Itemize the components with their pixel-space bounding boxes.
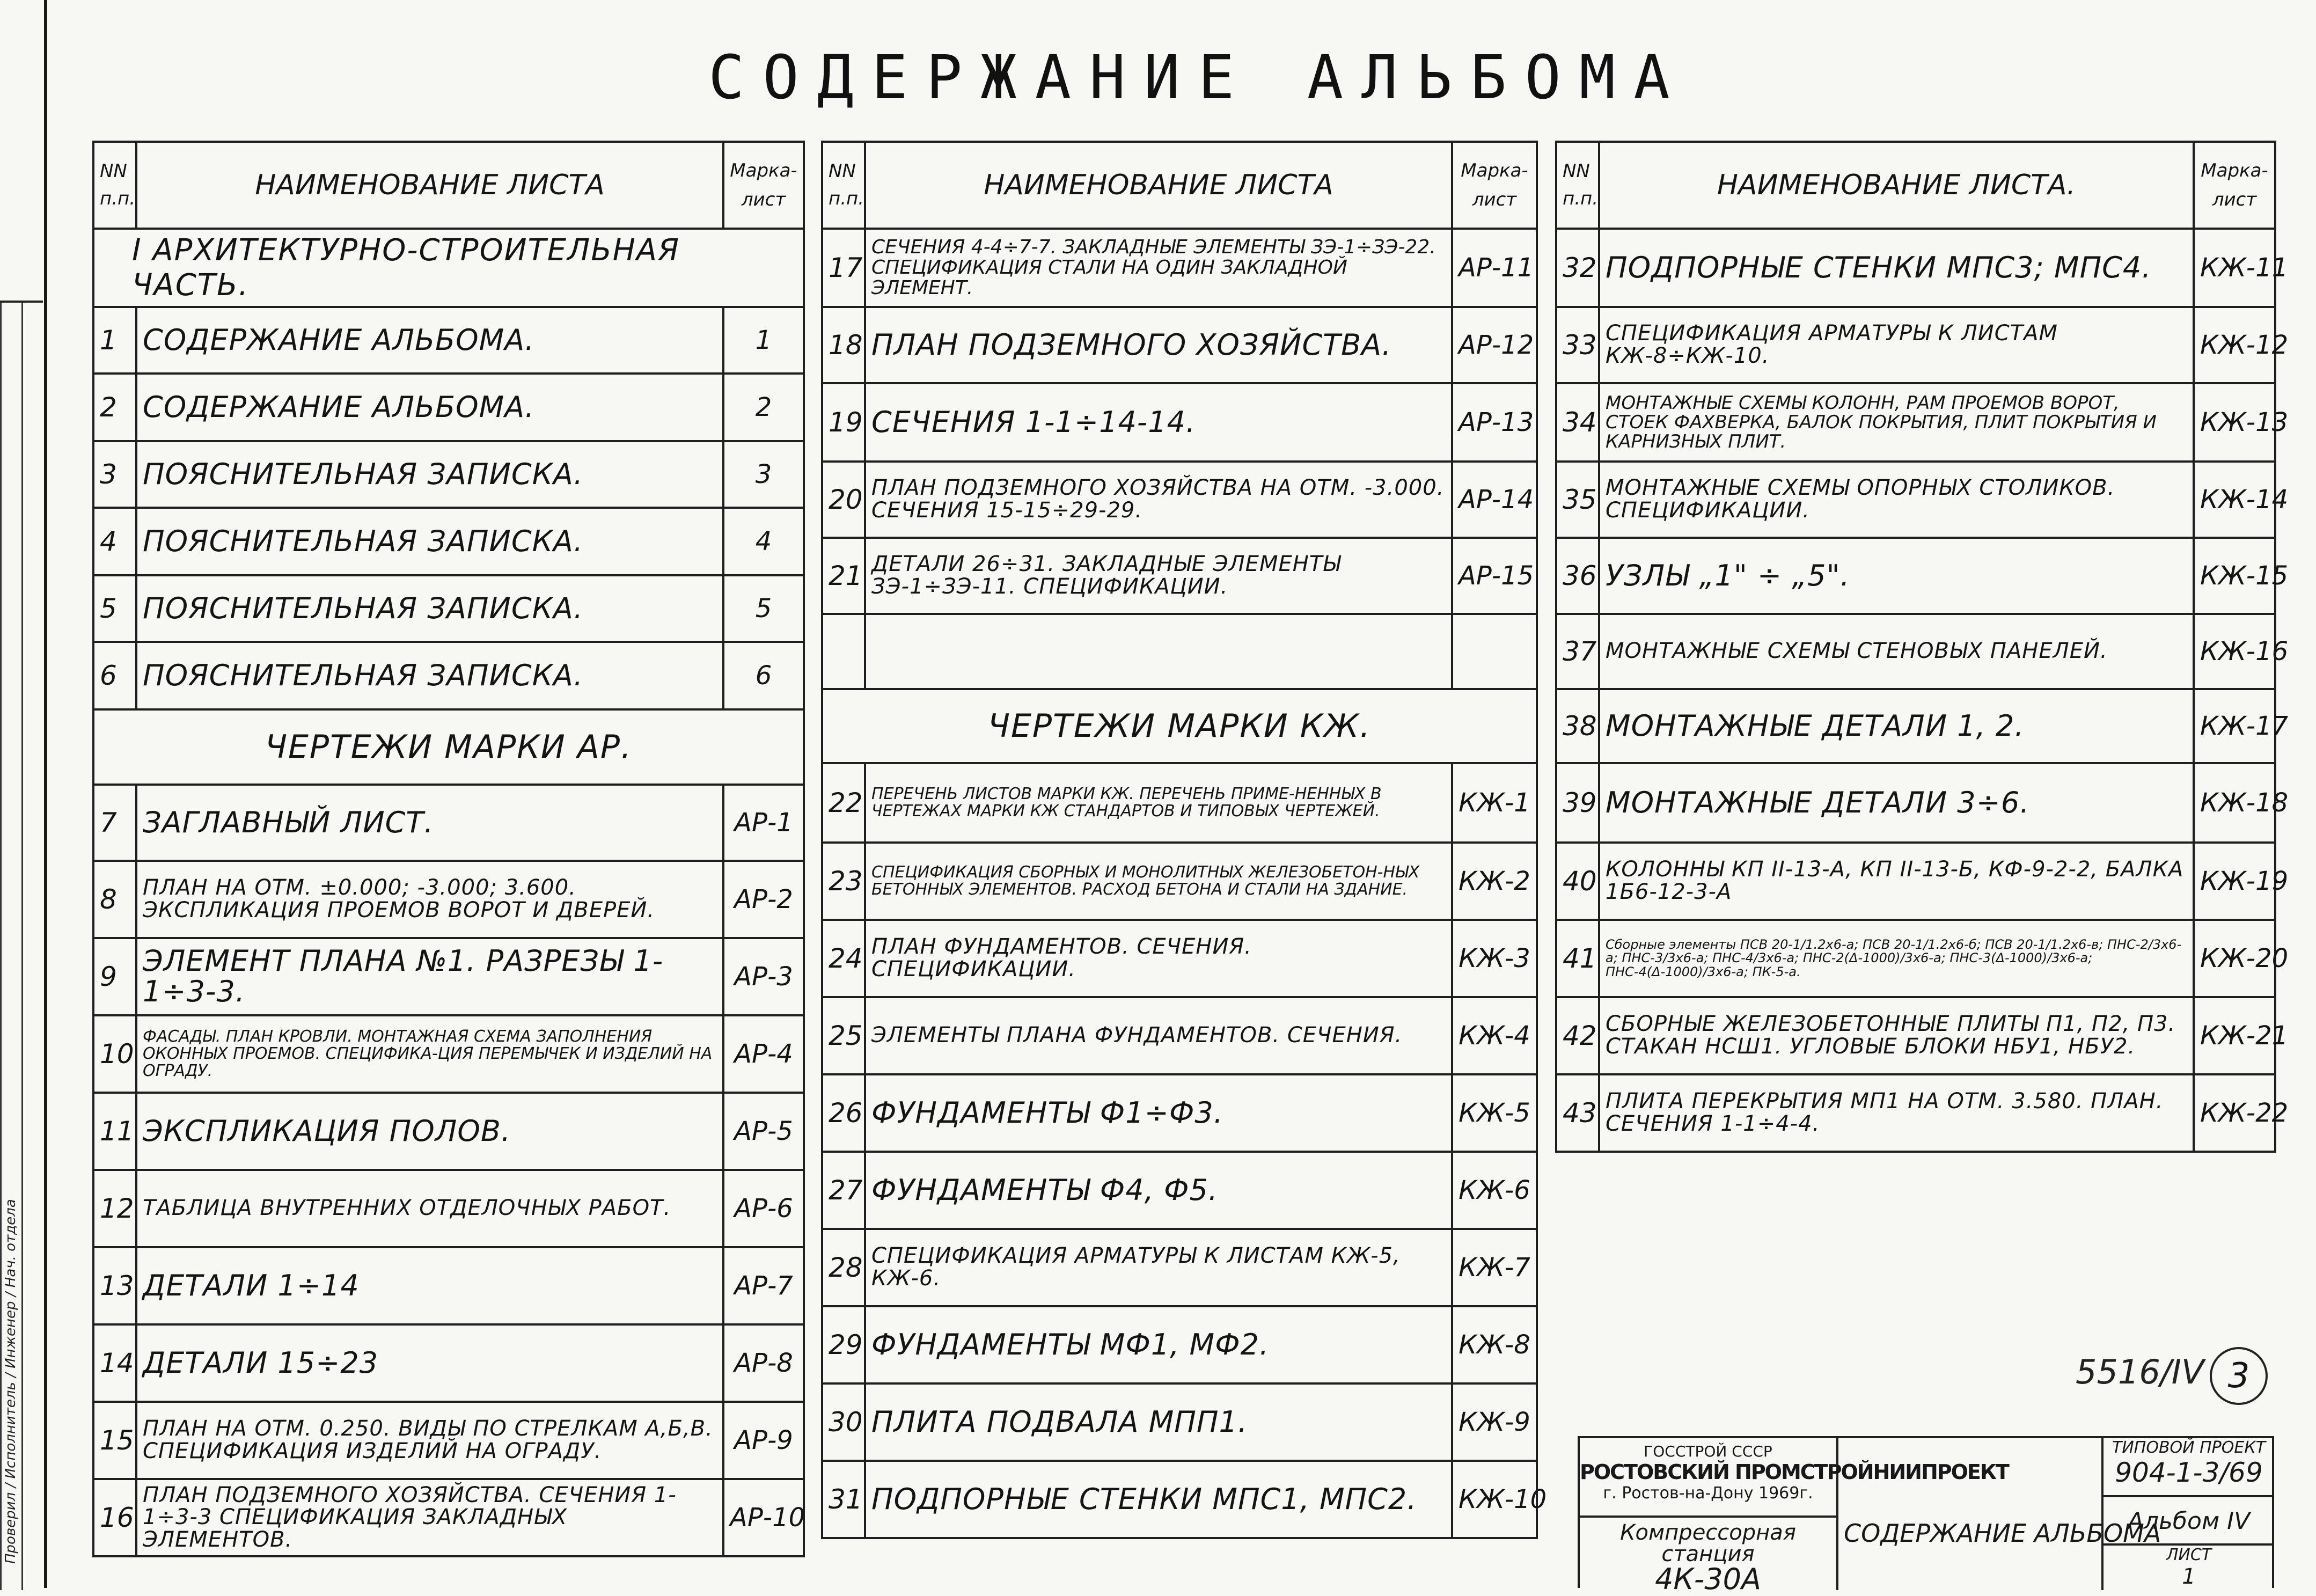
project-label: ТИПОВОЙ ПРОЕКТ (2112, 1438, 2266, 1457)
toc-table-3 (1555, 141, 2289, 1153)
empty-cell (1452, 614, 1537, 689)
row-number: 32 (1556, 229, 1599, 307)
sheet-name: СПЕЦИФИКАЦИЯ АРМАТУРЫ К ЛИСТАМ КЖ-5, КЖ-6. (865, 1229, 1452, 1306)
empty-row (822, 614, 1537, 689)
table-row (93, 1479, 804, 1556)
sheet-mark: КЖ-2 (1452, 843, 1537, 920)
sheet-name: СПЕЦИФИКАЦИЯ АРМАТУРЫ К ЛИСТАМ КЖ-8÷КЖ-10. (1599, 307, 2194, 383)
sheet-name: СОДЕРЖАНИЕ АЛЬБОМА. (136, 374, 723, 441)
sheet-mark: КЖ-8 (1452, 1306, 1537, 1383)
row-number: 40 (1556, 843, 1599, 920)
header-mark: Марка- лист (1452, 142, 1537, 229)
table-row (822, 1461, 1537, 1538)
row-number: 5 (93, 575, 136, 642)
table-row (93, 1247, 804, 1324)
sheet-name: ПОЯСНИТЕЛЬНАЯ ЗАПИСКА. (136, 575, 723, 642)
sheet-mark: АР-15 (1452, 538, 1537, 614)
table-row (93, 1093, 804, 1170)
table-header (822, 142, 1537, 229)
sheet-name: ФУНДАМЕНТЫ Ф4, Ф5. (865, 1152, 1452, 1229)
sheet-name: ПОЯСНИТЕЛЬНАЯ ЗАПИСКА. (136, 508, 723, 575)
sheet-mark: АР-14 (1452, 462, 1537, 538)
row-number: 21 (822, 538, 865, 614)
sheet-name: МОНТАЖНЫЕ СХЕМЫ КОЛОНН, РАМ ПРОЕМОВ ВОРОТ, СТОЕК ФАХВЕРКА, БАЛОК ПОКРЫТИЯ, ПЛИТ ПОКРЫТИЯ И КАРНИЗНЫХ ПЛИТ. (1599, 383, 2194, 462)
title-block (1578, 1436, 2274, 1596)
row-number: 27 (822, 1152, 865, 1229)
table-row (93, 1402, 804, 1479)
sheet-name: УЗЛЫ „1" ÷ „5". (1599, 538, 2194, 614)
row-number: 38 (1556, 689, 1599, 763)
sheet-label: ЛИСТ (2166, 1546, 2212, 1564)
section-row (822, 689, 1537, 763)
sheet-value: 1 (2182, 1564, 2196, 1589)
object-name: Компрессорная станция (1620, 1520, 1796, 1566)
sheet-mark: АР-3 (723, 938, 804, 1015)
object-cell (1580, 1518, 1838, 1596)
table-row (93, 374, 804, 441)
sheet-name: ПЕРЕЧЕНЬ ЛИСТОВ МАРКИ КЖ. ПЕРЕЧЕНЬ ПРИМЕ-НЕННЫХ В ЧЕРТЕЖАХ МАРКИ КЖ СТАНДАРТОВ И ТИПОВЫХ ЧЕРТЕЖЕЙ. (865, 763, 1452, 843)
row-number: 30 (822, 1383, 865, 1461)
table-row (822, 843, 1537, 920)
sheet-mark: КЖ-1 (1452, 763, 1537, 843)
sheet-name: ЭЛЕМЕНТ ПЛАНА №1. РАЗРЕЗЫ 1-1÷3-3. (136, 938, 723, 1015)
header-nn: NN п.п. (93, 142, 136, 229)
row-number: 31 (822, 1461, 865, 1538)
row-number: 33 (1556, 307, 1599, 383)
row-number: 26 (822, 1074, 865, 1152)
table-row (822, 1306, 1537, 1383)
sheet-name: ФУНДАМЕНТЫ МФ1, МФ2. (865, 1306, 1452, 1383)
org-name: РОСТОВСКИЙ ПРОМСТРОЙНИИПРОЕКТ (1580, 1460, 2009, 1484)
sheet-mark: КЖ-9 (1452, 1383, 1537, 1461)
table-row (1556, 689, 2275, 763)
table-row (1556, 307, 2275, 383)
table-row (1556, 763, 2275, 843)
row-number: 15 (93, 1402, 136, 1479)
row-number: 20 (822, 462, 865, 538)
table-row (1556, 997, 2275, 1074)
table-row (1556, 383, 2275, 462)
row-number: 4 (93, 508, 136, 575)
sheet-mark: КЖ-16 (2194, 614, 2275, 689)
sheet-mark: КЖ-17 (2194, 689, 2275, 763)
section-architecture: I АРХИТЕКТУРНО-СТРОИТЕЛЬНАЯ ЧАСТЬ. (93, 229, 804, 307)
sheet-name: ПЛАН НА ОТМ. 0.250. ВИДЫ ПО СТРЕЛКАМ А,Б,В. СПЕЦИФИКАЦИЯ ИЗДЕЛИЙ НА ОГРАДУ. (136, 1402, 723, 1479)
table-row (93, 785, 804, 861)
table-row (93, 642, 804, 709)
sheet-mark: 1 (723, 307, 804, 374)
sheet-name: СЕЧЕНИЯ 1-1÷14-14. (865, 383, 1452, 462)
sheet-mark: 4 (723, 508, 804, 575)
sheet-mark: 5 (723, 575, 804, 642)
table-row (822, 920, 1537, 997)
row-number: 13 (93, 1247, 136, 1324)
sheet-name: ПЛАН ФУНДАМЕНТОВ. СЕЧЕНИЯ. СПЕЦИФИКАЦИИ. (865, 920, 1452, 997)
sheet-mark: КЖ-7 (1452, 1229, 1537, 1306)
row-number: 2 (93, 374, 136, 441)
sheet-name: ЭКСПЛИКАЦИЯ ПОЛОВ. (136, 1093, 723, 1170)
sheet-name: ПОДПОРНЫЕ СТЕНКИ МПС1, МПС2. (865, 1461, 1452, 1538)
sheet-mark: АР-13 (1452, 383, 1537, 462)
header-nn: NN п.п. (822, 142, 865, 229)
sheet-mark: АР-12 (1452, 307, 1537, 383)
sheet-mark: АР-2 (723, 861, 804, 938)
table-row (1556, 229, 2275, 307)
sheet-mark: КЖ-14 (2194, 462, 2275, 538)
header-name: НАИМЕНОВАНИЕ ЛИСТА (136, 142, 723, 229)
row-number: 9 (93, 938, 136, 1015)
row-number: 16 (93, 1479, 136, 1556)
organization-cell (1580, 1438, 2009, 1518)
sheet-mark: АР-6 (723, 1170, 804, 1247)
sheet-name: ПОЯСНИТЕЛЬНАЯ ЗАПИСКА. (136, 441, 723, 508)
row-number: 25 (822, 997, 865, 1074)
org-ministry: ГОССТРОЙ СССР (1644, 1443, 1772, 1460)
sheet-mark: КЖ-15 (2194, 538, 2275, 614)
sheet-cell (2104, 1546, 2274, 1590)
table-row (822, 462, 1537, 538)
sheet-mark: КЖ-5 (1452, 1074, 1537, 1152)
table-row (93, 1324, 804, 1402)
row-number: 10 (93, 1015, 136, 1093)
sheet-name: СБОРНЫЕ ЖЕЛЕЗОБЕТОННЫЕ ПЛИТЫ П1, П2, П3. СТАКАН НСШ1. УГЛОВЫЕ БЛОКИ НБУ1, НБУ2. (1599, 997, 2194, 1074)
table-header (93, 142, 804, 229)
section-kzh: ЧЕРТЕЖИ МАРКИ КЖ. (822, 689, 1537, 763)
toc-table-1 (92, 141, 805, 1557)
sheet-name: МОНТАЖНЫЕ СХЕМЫ ОПОРНЫХ СТОЛИКОВ. СПЕЦИФИКАЦИИ. (1599, 462, 2194, 538)
object-code: 4К-30А (1655, 1562, 1761, 1596)
left-stamp-text: Проверил / Исполнитель / Инженер / Нач. отдела (3, 1199, 19, 1564)
sheet-mark: КЖ-19 (2194, 843, 2275, 920)
row-number: 36 (1556, 538, 1599, 614)
sheet-name: ПЛИТА ПЕРЕКРЫТИЯ МП1 НА ОТМ. 3.580. ПЛАН. СЕЧЕНИЯ 1-1÷4-4. (1599, 1074, 2194, 1152)
row-number: 39 (1556, 763, 1599, 843)
row-number: 8 (93, 861, 136, 938)
row-number: 6 (93, 642, 136, 709)
sheet-name: СПЕЦИФИКАЦИЯ СБОРНЫХ И МОНОЛИТНЫХ ЖЕЛЕЗОБЕТОН-НЫХ БЕТОННЫХ ЭЛЕМЕНТОВ. РАСХОД БЕТОНА И СТАЛИ НА ЗДАНИЕ. (865, 843, 1452, 920)
sheet-name: ПОЯСНИТЕЛЬНАЯ ЗАПИСКА. (136, 642, 723, 709)
sheet-mark: 6 (723, 642, 804, 709)
binding-line (44, 0, 47, 1588)
sheet-mark: АР-11 (1452, 229, 1537, 307)
stamp-line (0, 303, 2, 1590)
sheet-mark: АР-1 (723, 785, 804, 861)
sheet-title-cell: СОДЕРЖАНИЕ АЛЬБОМА (1838, 1438, 2104, 1590)
sheet-mark: КЖ-6 (1452, 1152, 1537, 1229)
row-number: 18 (822, 307, 865, 383)
sheet-mark: КЖ-18 (2194, 763, 2275, 843)
table-row (93, 575, 804, 642)
sheet-mark: АР-9 (723, 1402, 804, 1479)
header-name: НАИМЕНОВАНИЕ ЛИСТА (865, 142, 1452, 229)
sheet-name: ФАСАДЫ. ПЛАН КРОВЛИ. МОНТАЖНАЯ СХЕМА ЗАПОЛНЕНИЯ ОКОННЫХ ПРОЕМОВ. СПЕЦИФИКА-ЦИЯ ПЕРЕМЫЧЕК И ИЗДЕЛИЙ НА ОГРАДУ. (136, 1015, 723, 1093)
sheet-mark: 3 (723, 441, 804, 508)
sheet-name: МОНТАЖНЫЕ СХЕМЫ СТЕНОВЫХ ПАНЕЛЕЙ. (1599, 614, 2194, 689)
table-row (822, 1074, 1537, 1152)
row-number: 7 (93, 785, 136, 861)
project-cell (2104, 1438, 2274, 1497)
sheet-mark: КЖ-11 (2194, 229, 2275, 307)
sheet-name: КОЛОННЫ КП II-13-А, КП II-13-Б, КФ-9-2-2, БАЛКА 1Б6-12-3-А (1599, 843, 2194, 920)
header-mark: Марка- лист (723, 142, 804, 229)
sheet-name: ЗАГЛАВНЫЙ ЛИСТ. (136, 785, 723, 861)
table-row (822, 1383, 1537, 1461)
page-title: СОДЕРЖАНИЕ АЛЬБОМА (708, 43, 1688, 113)
sheet-mark: КЖ-10 (1452, 1461, 1537, 1538)
header-nn: NN п.п. (1556, 142, 1599, 229)
row-number: 19 (822, 383, 865, 462)
sheet-mark: АР-5 (723, 1093, 804, 1170)
sheet-mark: АР-7 (723, 1247, 804, 1324)
table-row (822, 997, 1537, 1074)
sheet-name: ПЛАН НА ОТМ. ±0.000; -3.000; 3.600. ЭКСПЛИКАЦИЯ ПРОЕМОВ ВОРОТ И ДВЕРЕЙ. (136, 861, 723, 938)
sheet-name: ПЛАН ПОДЗЕМНОГО ХОЗЯЙСТВА. (865, 307, 1452, 383)
sheet-name: ПЛИТА ПОДВАЛА МПП1. (865, 1383, 1452, 1461)
sheet-name: Сборные элементы ПСВ 20-1/1.2х6-а; ПСВ 20-1/1.2х6-б; ПСВ 20-1/1.2х6-в; ПНС-2/3х6-а; ПНС-3/3х6-а; ПНС-4/3х6-а; ПНС-2(Δ-1000)/3х6-а; ПНС-3(Δ-1000)/3х6-а; ПНС-4(Δ-1000)/3х6-а; ПК-5-а. (1599, 920, 2194, 997)
table-row (93, 938, 804, 1015)
table-row (93, 307, 804, 374)
row-number: 35 (1556, 462, 1599, 538)
table-row (822, 307, 1537, 383)
table-row (1556, 920, 2275, 997)
table-row (822, 1152, 1537, 1229)
album-cell: Альбом IV (2104, 1497, 2274, 1546)
sheet-name: ПЛАН ПОДЗЕМНОГО ХОЗЯЙСТВА НА ОТМ. -3.000. СЕЧЕНИЯ 15-15÷29-29. (865, 462, 1452, 538)
row-number: 43 (1556, 1074, 1599, 1152)
sheet-name: ДЕТАЛИ 1÷14 (136, 1247, 723, 1324)
project-number: 904-1-3/69 (2115, 1457, 2263, 1488)
sheet-mark: 2 (723, 374, 804, 441)
row-number: 29 (822, 1306, 865, 1383)
table-row (822, 229, 1537, 307)
sheet-mark: КЖ-21 (2194, 997, 2275, 1074)
row-number: 11 (93, 1093, 136, 1170)
table-row (93, 1170, 804, 1247)
left-stamp (0, 301, 43, 1590)
sheet-name: ТАБЛИЦА ВНУТРЕННИХ ОТДЕЛОЧНЫХ РАБОТ. (136, 1170, 723, 1247)
section-row (93, 229, 804, 307)
sheet-mark: АР-10 (723, 1479, 804, 1556)
section-row (93, 709, 804, 785)
table-row (93, 861, 804, 938)
sheet-name: СЕЧЕНИЯ 4-4÷7-7. ЗАКЛАДНЫЕ ЭЛЕМЕНТЫ ЗЭ-1÷ЗЭ-22. СПЕЦИФИКАЦИЯ СТАЛИ НА ОДИН ЗАКЛАДНОЙ ЭЛЕМЕНТ. (865, 229, 1452, 307)
row-number: 28 (822, 1229, 865, 1306)
row-number: 41 (1556, 920, 1599, 997)
table-row (93, 1015, 804, 1093)
sheet-mark: АР-8 (723, 1324, 804, 1402)
row-number: 14 (93, 1324, 136, 1402)
row-number: 17 (822, 229, 865, 307)
sheet-name: ДЕТАЛИ 26÷31. ЗАКЛАДНЫЕ ЭЛЕМЕНТЫ ЗЭ-1÷ЗЭ-11. СПЕЦИФИКАЦИИ. (865, 538, 1452, 614)
table-header (1556, 142, 2275, 229)
sheet-mark: КЖ-20 (2194, 920, 2275, 997)
row-number: 3 (93, 441, 136, 508)
row-number: 23 (822, 843, 865, 920)
table-row (822, 538, 1537, 614)
sheet-mark: КЖ-3 (1452, 920, 1537, 997)
sheet-mark: КЖ-4 (1452, 997, 1537, 1074)
sheet-mark: АР-4 (723, 1015, 804, 1093)
sheet-name: ПОДПОРНЫЕ СТЕНКИ МПС3; МПС4. (1599, 229, 2194, 307)
table-row (1556, 538, 2275, 614)
sheet-mark: КЖ-22 (2194, 1074, 2275, 1152)
table-row (1556, 1074, 2275, 1152)
org-city-year: г. Ростов-на-Дону 1969г. (1603, 1484, 1813, 1503)
sheet-name: СОДЕРЖАНИЕ АЛЬБОМА. (136, 307, 723, 374)
row-number: 42 (1556, 997, 1599, 1074)
sheet-name: ПЛАН ПОДЗЕМНОГО ХОЗЯЙСТВА. СЕЧЕНИЯ 1-1÷3-3 СПЕЦИФИКАЦИЯ ЗАКЛАДНЫХ ЭЛЕМЕНТОВ. (136, 1479, 723, 1556)
row-number: 34 (1556, 383, 1599, 462)
header-mark: Марка- лист (2194, 142, 2275, 229)
table-row (1556, 843, 2275, 920)
toc-table-2 (821, 141, 1547, 1539)
row-number: 12 (93, 1170, 136, 1247)
sheet-id: 5516/IV (2076, 1352, 2204, 1392)
table-row (93, 508, 804, 575)
table-row (822, 383, 1537, 462)
section-ar: ЧЕРТЕЖИ МАРКИ АР. (93, 709, 804, 785)
sheet-mark: КЖ-12 (2194, 307, 2275, 383)
sheet-name: ЭЛЕМЕНТЫ ПЛАНА ФУНДАМЕНТОВ. СЕЧЕНИЯ. (865, 997, 1452, 1074)
sheet-name: ДЕТАЛИ 15÷23 (136, 1324, 723, 1402)
sheet-mark: КЖ-13 (2194, 383, 2275, 462)
row-number: 24 (822, 920, 865, 997)
table-row (1556, 614, 2275, 689)
table-row (93, 441, 804, 508)
table-row (1556, 462, 2275, 538)
sheet-number-circle: 3 (2210, 1347, 2268, 1405)
table-row (822, 1229, 1537, 1306)
sheet-name: МОНТАЖНЫЕ ДЕТАЛИ 1, 2. (1599, 689, 2194, 763)
empty-cell (822, 614, 865, 689)
row-number: 37 (1556, 614, 1599, 689)
row-number: 1 (93, 307, 136, 374)
sheet-name: ФУНДАМЕНТЫ Ф1÷Ф3. (865, 1074, 1452, 1152)
table-row (822, 763, 1537, 843)
row-number: 22 (822, 763, 865, 843)
empty-cell (865, 614, 1452, 689)
header-name: НАИМЕНОВАНИЕ ЛИСТА. (1599, 142, 2194, 229)
sheet-name: МОНТАЖНЫЕ ДЕТАЛИ 3÷6. (1599, 763, 2194, 843)
